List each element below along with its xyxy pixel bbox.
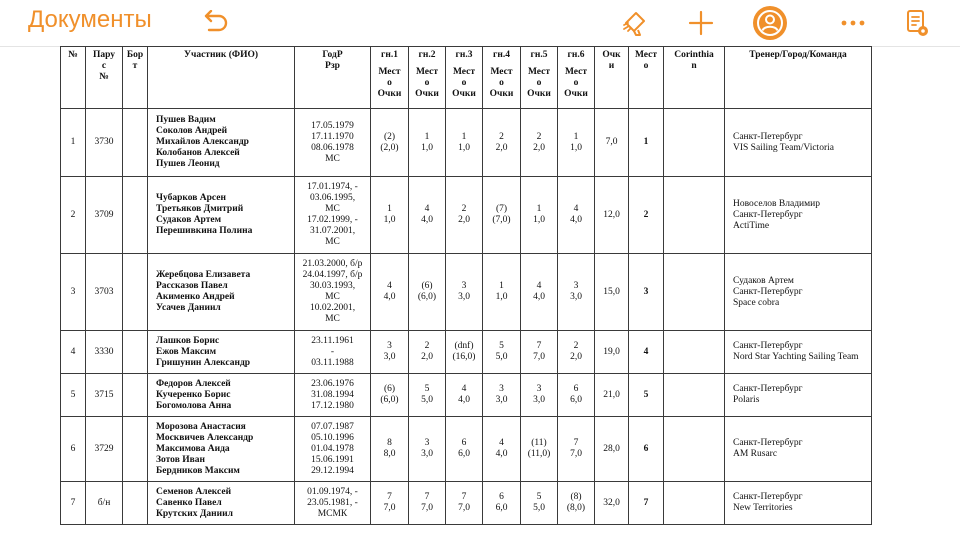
coach-city-team: Санкт-Петербург Polaris (725, 374, 872, 417)
race-2-result: 2 2,0 (409, 331, 446, 374)
race-5-result: (11) (11,0) (521, 417, 558, 482)
participant-names: Морозова Анастасия Москвичев Александр Максимова Аида Зотов Иван Бердников Максим (148, 417, 295, 482)
total-points: 15,0 (595, 254, 629, 331)
corinthian-value (664, 374, 725, 417)
race-4-result: (7) (7,0) (483, 177, 521, 254)
race-2-result: 7 7,0 (409, 482, 446, 525)
add-icon[interactable] (686, 6, 716, 40)
race-1-result: (2) (2,0) (371, 109, 409, 177)
col-header-coach: Тренер/Город/Команда (725, 47, 872, 109)
sail-number: 3729 (86, 417, 123, 482)
total-points: 21,0 (595, 374, 629, 417)
race-2-result: 4 4,0 (409, 177, 446, 254)
coach-city-team: Новоселов Владимир Санкт-Петербург ActiTime (725, 177, 872, 254)
coach-city-team: Санкт-Петербург New Territories (725, 482, 872, 525)
row-number: 1 (61, 109, 86, 177)
race-3-result: 3 3,0 (446, 254, 483, 331)
race-5-result: 7 7,0 (521, 331, 558, 374)
birth-rank: 17.05.1979 17.11.1970 08.06.1978 МС (295, 109, 371, 177)
col-header-place: Мест о (629, 47, 664, 109)
total-points: 32,0 (595, 482, 629, 525)
sail-number: б/н (86, 482, 123, 525)
race-5-result: 3 3,0 (521, 374, 558, 417)
total-points: 28,0 (595, 417, 629, 482)
race-1-result: (6) (6,0) (371, 374, 409, 417)
race-3-result: 4 4,0 (446, 374, 483, 417)
results-table (60, 46, 872, 525)
final-place: 2 (629, 177, 664, 254)
board-number (123, 417, 148, 482)
coach-city-team: Санкт-Петербург Nord Star Yachting Sailing Team (725, 331, 872, 374)
race-1-result: 3 3,0 (371, 331, 409, 374)
final-place: 4 (629, 331, 664, 374)
board-number (123, 331, 148, 374)
race-2-result: 5 5,0 (409, 374, 446, 417)
col-header-race-3: гн.3 Мест о Очки (446, 47, 483, 109)
race-6-result: 4 4,0 (558, 177, 595, 254)
birth-rank: 07.07.1987 05.10.1996 01.04.1978 15.06.1991 29.12.1994 (295, 417, 371, 482)
race-3-result: 2 2,0 (446, 177, 483, 254)
race-3-result: 7 7,0 (446, 482, 483, 525)
race-4-result: 4 4,0 (483, 417, 521, 482)
final-place: 7 (629, 482, 664, 525)
account-icon[interactable] (750, 6, 790, 40)
coach-city-team: Санкт-Петербург AM Rusarc (725, 417, 872, 482)
board-number (123, 254, 148, 331)
participant-names: Семенов Алексей Савенко Павел Крутских Даниил (148, 482, 295, 525)
participant-names: Лашков Борис Ежов Максим Гришунин Александр (148, 331, 295, 374)
table-row (61, 254, 872, 331)
col-header-num: № (61, 47, 86, 109)
race-3-result: (dnf) (16,0) (446, 331, 483, 374)
birth-rank: 21.03.2000, б/р 24.04.1997, б/р 30.03.1993, МС 10.02.2001, МС (295, 254, 371, 331)
birth-rank: 23.06.1976 31.08.1994 17.12.1980 (295, 374, 371, 417)
results-document[interactable] (60, 46, 871, 525)
race-4-result: 1 1,0 (483, 254, 521, 331)
col-header-sail: Пару с № (86, 47, 123, 109)
undo-icon[interactable] (198, 6, 232, 40)
race-6-result: 7 7,0 (558, 417, 595, 482)
board-number (123, 109, 148, 177)
col-header-race-2: гн.2 Мест о Очки (409, 47, 446, 109)
race-5-result: 5 5,0 (521, 482, 558, 525)
board-number (123, 177, 148, 254)
final-place: 5 (629, 374, 664, 417)
corinthian-value (664, 417, 725, 482)
results-body (61, 109, 872, 525)
final-place: 3 (629, 254, 664, 331)
col-header-birth: ГодР Рзр (295, 47, 371, 109)
col-header-race-6: гн.6 Мест о Очки (558, 47, 595, 109)
row-number: 5 (61, 374, 86, 417)
race-2-result: 1 1,0 (409, 109, 446, 177)
row-number: 6 (61, 417, 86, 482)
participant-names: Чубарков Арсен Третьяков Дмитрий Судаков Артем Перешивкина Полина (148, 177, 295, 254)
col-header-points: Очк и (595, 47, 629, 109)
markup-pen-icon[interactable] (618, 6, 652, 40)
row-number: 7 (61, 482, 86, 525)
col-header-board: Бор т (123, 47, 148, 109)
sail-number: 3715 (86, 374, 123, 417)
race-3-result: 1 1,0 (446, 109, 483, 177)
top-toolbar (0, 0, 960, 47)
row-number: 4 (61, 331, 86, 374)
row-number: 2 (61, 177, 86, 254)
table-row (61, 109, 872, 177)
table-row (61, 374, 872, 417)
race-2-result: (6) (6,0) (409, 254, 446, 331)
race-1-result: 1 1,0 (371, 177, 409, 254)
total-points: 12,0 (595, 177, 629, 254)
total-points: 7,0 (595, 109, 629, 177)
race-4-result: 2 2,0 (483, 109, 521, 177)
race-6-result: 3 3,0 (558, 254, 595, 331)
table-row (61, 417, 872, 482)
participant-names: Федоров Алексей Кучеренко Борис Богомолова Анна (148, 374, 295, 417)
race-5-result: 1 1,0 (521, 177, 558, 254)
more-icon[interactable] (838, 6, 868, 40)
coach-city-team: Санкт-Петербург VIS Sailing Team/Victoria (725, 109, 872, 177)
col-header-corinthian: Corinthia n (664, 47, 725, 109)
corinthian-value (664, 482, 725, 525)
final-place: 6 (629, 417, 664, 482)
participant-names: Пушев Вадим Соколов Андрей Михайлов Александр Колобанов Алексей Пушев Леонид (148, 109, 295, 177)
race-3-result: 6 6,0 (446, 417, 483, 482)
race-2-result: 3 3,0 (409, 417, 446, 482)
coach-city-team: Судаков Артем Санкт-Петербург Space cobra (725, 254, 872, 331)
race-6-result: (8) (8,0) (558, 482, 595, 525)
final-place: 1 (629, 109, 664, 177)
race-1-result: 8 8,0 (371, 417, 409, 482)
race-4-result: 5 5,0 (483, 331, 521, 374)
board-number (123, 482, 148, 525)
row-number: 3 (61, 254, 86, 331)
corinthian-value (664, 331, 725, 374)
race-5-result: 4 4,0 (521, 254, 558, 331)
corinthian-value (664, 254, 725, 331)
corinthian-value (664, 177, 725, 254)
race-6-result: 2 2,0 (558, 331, 595, 374)
race-6-result: 6 6,0 (558, 374, 595, 417)
race-1-result: 7 7,0 (371, 482, 409, 525)
corinthian-value (664, 109, 725, 177)
table-row (61, 177, 872, 254)
birth-rank: 17.01.1974, - 03.06.1995, МС 17.02.1999, - 31.07.2001, МС (295, 177, 371, 254)
table-row (61, 482, 872, 525)
birth-rank: 01.09.1974, - 23.05.1981, - МСМК (295, 482, 371, 525)
sail-number: 3330 (86, 331, 123, 374)
participant-names: Жеребцова Елизавета Рассказов Павел Акименко Андрей Усачев Даниил (148, 254, 295, 331)
race-4-result: 6 6,0 (483, 482, 521, 525)
col-header-race-5: гн.5 Мест о Очки (521, 47, 558, 109)
col-header-participant: Участник (ФИО) (148, 47, 295, 109)
board-number (123, 374, 148, 417)
table-row (61, 331, 872, 374)
sail-number: 3703 (86, 254, 123, 331)
race-1-result: 4 4,0 (371, 254, 409, 331)
race-6-result: 1 1,0 (558, 109, 595, 177)
race-5-result: 2 2,0 (521, 109, 558, 177)
header-row (61, 47, 872, 109)
col-header-race-1: гн.1 Мест о Очки (371, 47, 409, 109)
race-4-result: 3 3,0 (483, 374, 521, 417)
app-title[interactable]: Документы (28, 6, 152, 33)
total-points: 19,0 (595, 331, 629, 374)
document-settings-icon[interactable] (902, 6, 932, 40)
sail-number: 3709 (86, 177, 123, 254)
birth-rank: 23.11.1961 - 03.11.1988 (295, 331, 371, 374)
sail-number: 3730 (86, 109, 123, 177)
col-header-race-4: гн.4 Мест о Очки (483, 47, 521, 109)
